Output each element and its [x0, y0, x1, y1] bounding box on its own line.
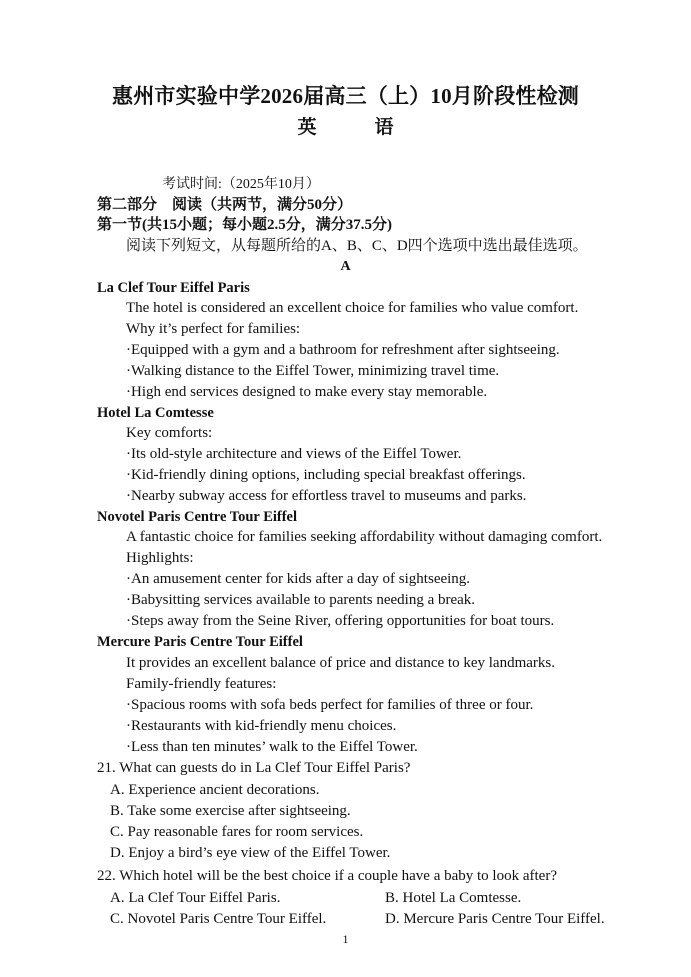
- hotel-name: La Clef Tour Eiffel Paris: [97, 280, 250, 296]
- passage-label: A: [340, 259, 351, 274]
- hotel-line: ·High end services designed to make every stay memorable.: [126, 384, 488, 400]
- hotel-line: ·Walking distance to the Eiffel Tower, minimizing travel time.: [126, 363, 500, 379]
- question-option: D. Enjoy a bird’s eye view of the Eiffel Tower.: [110, 845, 391, 861]
- instruction: 阅读下列短文，从每题所给的A、B、C、D四个选项中选出最佳选项。: [126, 238, 588, 254]
- hotel-line: It provides an excellent balance of price and distance to key landmarks.: [126, 655, 555, 671]
- question-option: C. Novotel Paris Centre Tour Eiffel.: [110, 911, 327, 927]
- exam-time: 考试时间:（2025年10月）: [162, 177, 320, 192]
- hotel-line: ·An amusement center for kids after a day of sightseeing.: [126, 571, 471, 587]
- question-option: D. Mercure Paris Centre Tour Eiffel.: [385, 911, 605, 927]
- subject-title: [0, 112, 691, 139]
- section-title: 第一节(共15小题；每小题2.5分，满分37.5分): [97, 217, 392, 233]
- hotel-line: Highlights:: [126, 550, 194, 566]
- exam-title: 惠州市实验中学2026届高三（上）10月阶段性检测: [112, 84, 579, 108]
- subject-char-2: 语: [374, 117, 394, 138]
- hotel-line: Key comforts:: [126, 425, 213, 441]
- question-option: A. La Clef Tour Eiffel Paris.: [110, 890, 281, 906]
- hotel-line: ·Restaurants with kid-friendly menu choices.: [126, 718, 397, 734]
- hotel-line: ·Nearby subway access for effortless travel to museums and parks.: [126, 488, 527, 504]
- hotel-line: ·Its old-style architecture and views of the Eiffel Tower.: [126, 446, 462, 462]
- subject-char-1: 英: [297, 117, 317, 138]
- hotel-line: ·Babysitting services available to parents needing a break.: [126, 592, 476, 608]
- question-option: B. Hotel La Comtesse.: [385, 890, 522, 906]
- question-option: B. Take some exercise after sightseeing.: [110, 803, 351, 819]
- hotel-line: Why it’s perfect for families:: [126, 321, 301, 337]
- page-number: 1: [342, 932, 349, 946]
- hotel-line: ·Kid-friendly dining options, including special breakfast offerings.: [126, 467, 526, 483]
- question-option: C. Pay reasonable fares for room services.: [110, 824, 364, 840]
- question-stem: 22. Which hotel will be the best choice if a couple have a baby to look after?: [97, 868, 557, 884]
- hotel-line: The hotel is considered an excellent choice for families who value comfort.: [126, 300, 579, 316]
- part-title: 第二部分 阅读（共两节，满分50分）: [97, 197, 353, 213]
- hotel-line: ·Spacious rooms with sofa beds perfect for families of three or four.: [126, 697, 534, 713]
- hotel-name: Hotel La Comtesse: [97, 405, 214, 421]
- hotel-name: Novotel Paris Centre Tour Eiffel: [97, 509, 298, 525]
- hotel-line: A fantastic choice for families seeking affordability without damaging comfort.: [126, 529, 603, 545]
- hotel-name: Mercure Paris Centre Tour Eiffel: [97, 634, 303, 650]
- question-stem: 21. What can guests do in La Clef Tour Eiffel Paris?: [97, 760, 411, 776]
- hotel-line: Family-friendly features:: [126, 676, 277, 692]
- hotel-line: ·Steps away from the Seine River, offering opportunities for boat tours.: [126, 613, 555, 629]
- hotel-line: ·Less than ten minutes’ walk to the Eiffel Tower.: [126, 739, 418, 755]
- question-option: A. Experience ancient decorations.: [110, 782, 320, 798]
- hotel-line: ·Equipped with a gym and a bathroom for refreshment after sightseeing.: [126, 342, 560, 358]
